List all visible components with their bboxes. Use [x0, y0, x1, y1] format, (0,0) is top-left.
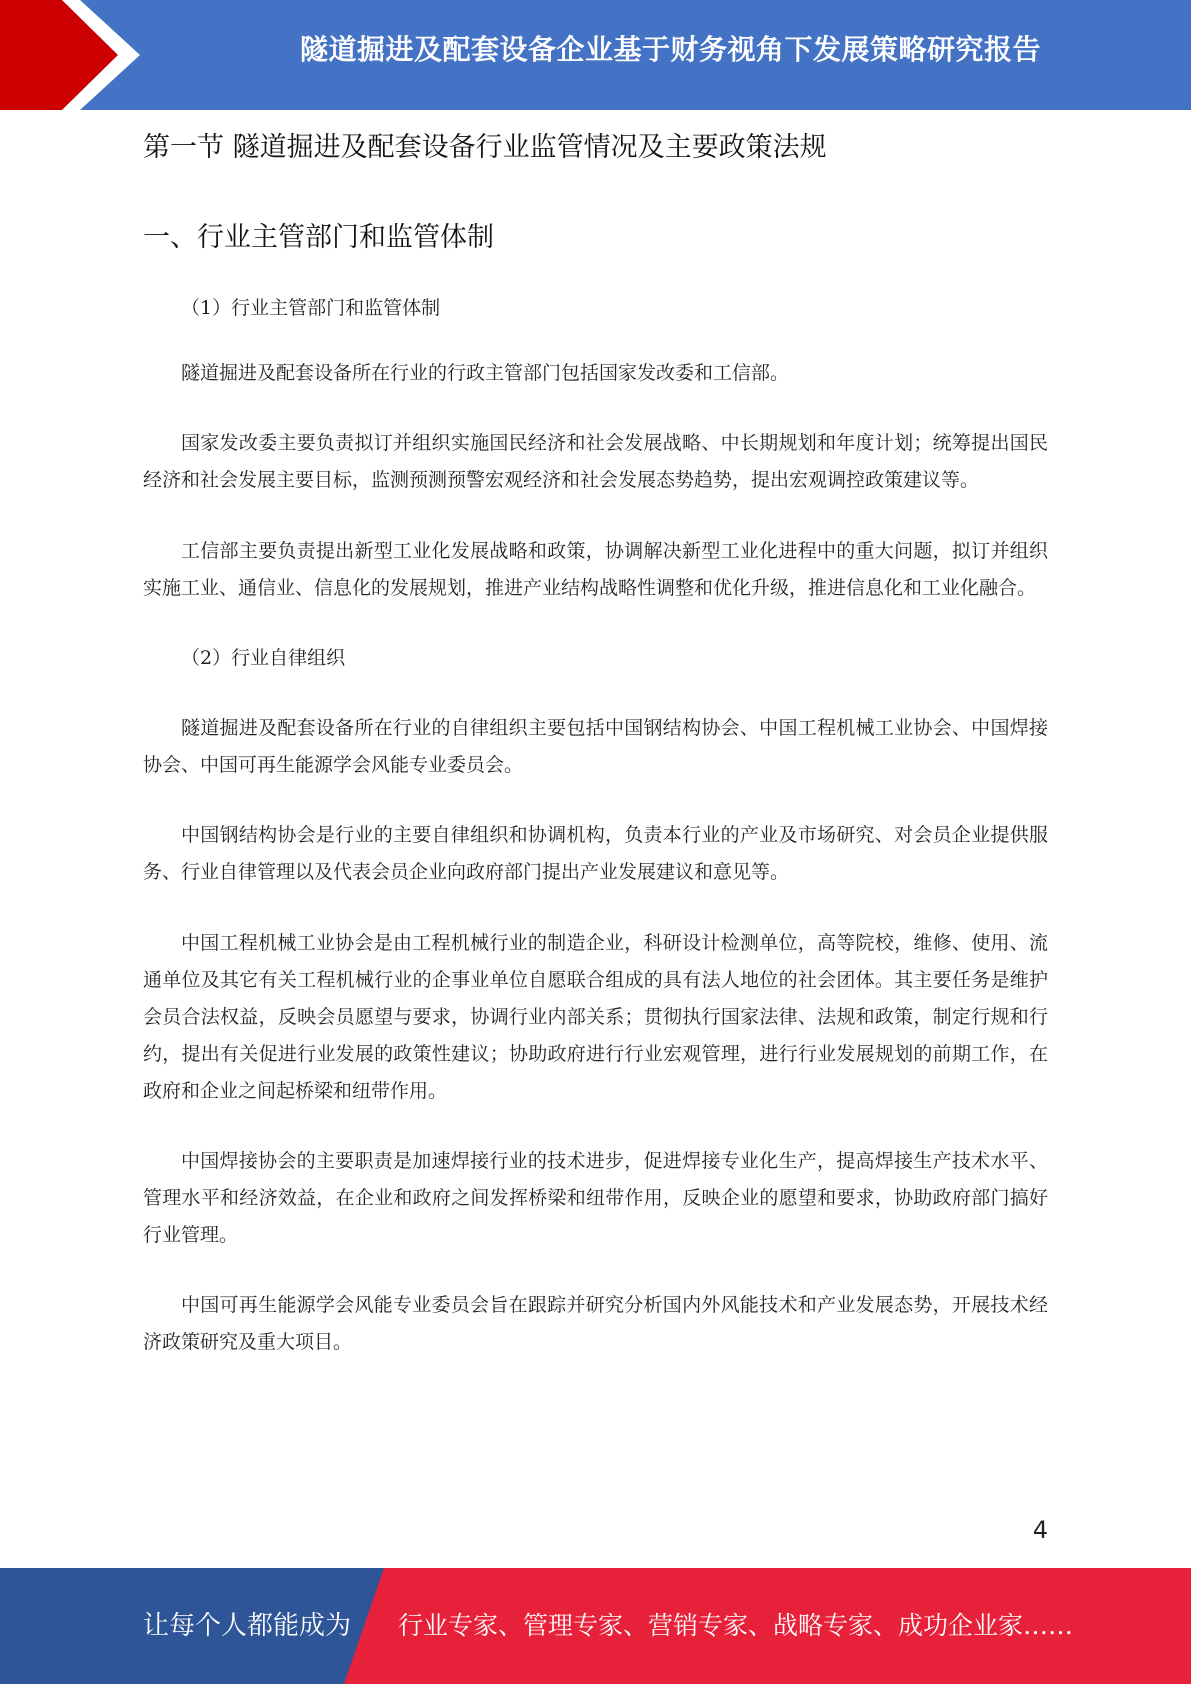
paragraph: 隧道掘进及配套设备所在行业的自律组织主要包括中国钢结构协会、中国工程机械工业协会、中国焊接协会、中国可再生能源学会风能专业委员会。 — [143, 717, 1048, 776]
report-title: 隧道掘进及配套设备企业基于财务视角下发展策略研究报告 — [299, 33, 1041, 66]
page-number: 4 — [1032, 1516, 1048, 1544]
report-header-band — [0, 0, 1191, 110]
paragraph: 中国工程机械工业协会是由工程机械行业的制造企业，科研设计检测单位，高等院校，维修、使用、流通单位及其它有关工程机械行业的企事业单位自愿联合组成的具有法人地位的社会团体。其主要任务是维护会员合法权益，反映会员愿望与要求，协调行业内部关系；贯彻执行国家法律、法规和政策，制定行规和行约，提出有关促进行业发展的政策性建议；协助政府进行行业宏观管理，进行行业发展规划的前期工作，在政府和企业之间起桥梁和纽带作用。 — [143, 932, 1048, 1102]
paragraph: 中国焊接协会的主要职责是加速焊接行业的技术进步，促进焊接专业化生产，提高焊接生产技术水平、管理水平和经济效益，在企业和政府之间发挥桥梁和纽带作用，反映企业的愿望和要求，协助政府部门搞好行业管理。 — [143, 1150, 1048, 1246]
subsection-title: 一、行业主管部门和监管体制 — [143, 222, 494, 253]
paragraph: 隧道掘进及配套设备所在行业的行政主管部门包括国家发改委和工信部。 — [181, 362, 790, 384]
footer-slogan-right: 行业专家、管理专家、营销专家、战略专家、成功企业家…… — [398, 1611, 1074, 1640]
section-title: 第一节 隧道掘进及配套设备行业监管情况及主要政策法规 — [143, 132, 827, 163]
page-content — [143, 126, 1048, 1361]
item-heading-2: （2）行业自律组织 — [181, 647, 346, 669]
paragraph: 国家发改委主要负责拟订并组织实施国民经济和社会发展战略、中长期规划和年度计划；统筹提出国民经济和社会发展主要目标，监测预测预警宏观经济和社会发展态势趋势，提出宏观调控政策建议等。 — [143, 432, 1048, 491]
header-arrow-decoration — [0, 0, 160, 110]
paragraph: 中国钢结构协会是行业的主要自律组织和协调机构，负责本行业的产业及市场研究、对会员企业提供服务、行业自律管理以及代表会员企业向政府部门提出产业发展建议和意见等。 — [143, 824, 1048, 883]
footer-slogan-left: 让每个人都能成为 — [143, 1611, 352, 1641]
paragraph: 中国可再生能源学会风能专业委员会旨在跟踪并研究分析国内外风能技术和产业发展态势，开展技术经济政策研究及重大项目。 — [143, 1294, 1048, 1353]
footer-band — [0, 1568, 1191, 1684]
item-heading-1: （1）行业主管部门和监管体制 — [181, 297, 441, 319]
paragraph: 工信部主要负责提出新型工业化发展战略和政策，协调解决新型工业化进程中的重大问题，拟订并组织实施工业、通信业、信息化的发展规划，推进产业结构战略性调整和优化升级，推进信息化和工业化融合。 — [143, 540, 1048, 599]
